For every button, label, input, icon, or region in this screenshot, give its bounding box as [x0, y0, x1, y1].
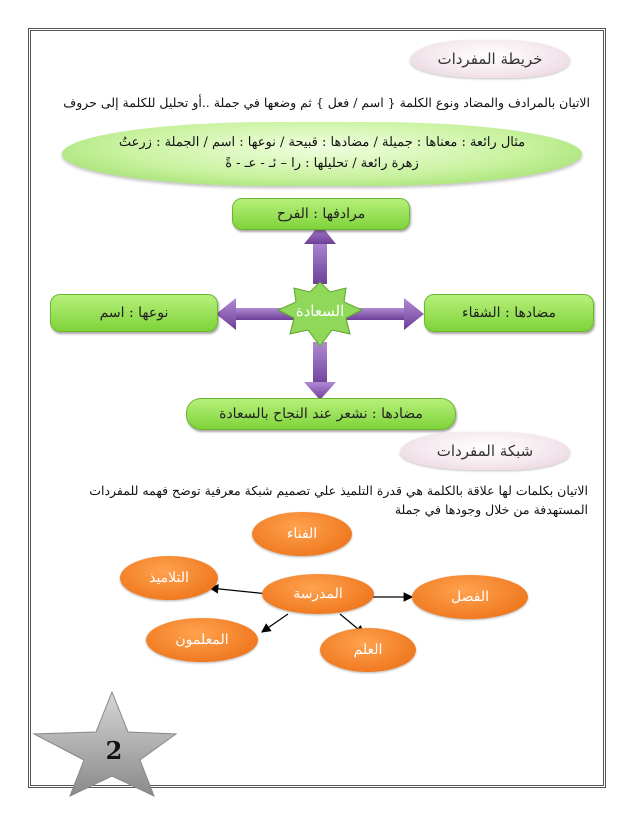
type-box: نوعها : اسم: [50, 294, 218, 332]
synonym-box: مرادفها : الفرح: [232, 198, 410, 230]
network-node-students: التلاميذ: [120, 556, 218, 600]
network-center-school: المدرسة: [262, 574, 374, 614]
network-instruction-2: المستهدفة من خلال وجودها في جملة: [394, 502, 588, 517]
vocab-map-instruction: الاتيان بالمرادف والمضاد ونوع الكلمة { اسم / فعل } ثم وضعها في جملة ..أو تحليل للكلمة إلى حروف: [63, 95, 590, 110]
example-line-2: زهرة رائعة / تحليلها : را – ئـ - عـ - ةً: [225, 156, 419, 171]
vocab-network-title: شبكة المفردات: [400, 432, 570, 470]
network-node-teachers: المعلمون: [146, 618, 258, 662]
network-node-class: الفصل: [412, 575, 528, 619]
antonym-box: مضادها : الشقاء: [424, 294, 594, 332]
network-node-knowledge: العلم: [320, 628, 416, 672]
network-instruction-1: الاتيان بكلمات لها علاقة بالكلمة هي قدرة التلميذ علي تصميم شبكة معرفية توضح فهمه للمفردات: [89, 483, 588, 498]
center-word: السعادة: [295, 302, 345, 320]
page-number: 2: [105, 736, 123, 765]
sentence-box: مضادها : نشعر عند النجاح بالسعادة: [186, 398, 456, 430]
network-node-yard: الفناء: [252, 512, 352, 556]
example-line-1: مثال رائعة : معناها : جميلة / مضادها : قبيحة / نوعها : اسم / الجملة : زرعتُ: [118, 135, 526, 150]
link-to-teachers: [262, 614, 288, 632]
vocab-map-title: خريطة المفردات: [410, 40, 570, 78]
